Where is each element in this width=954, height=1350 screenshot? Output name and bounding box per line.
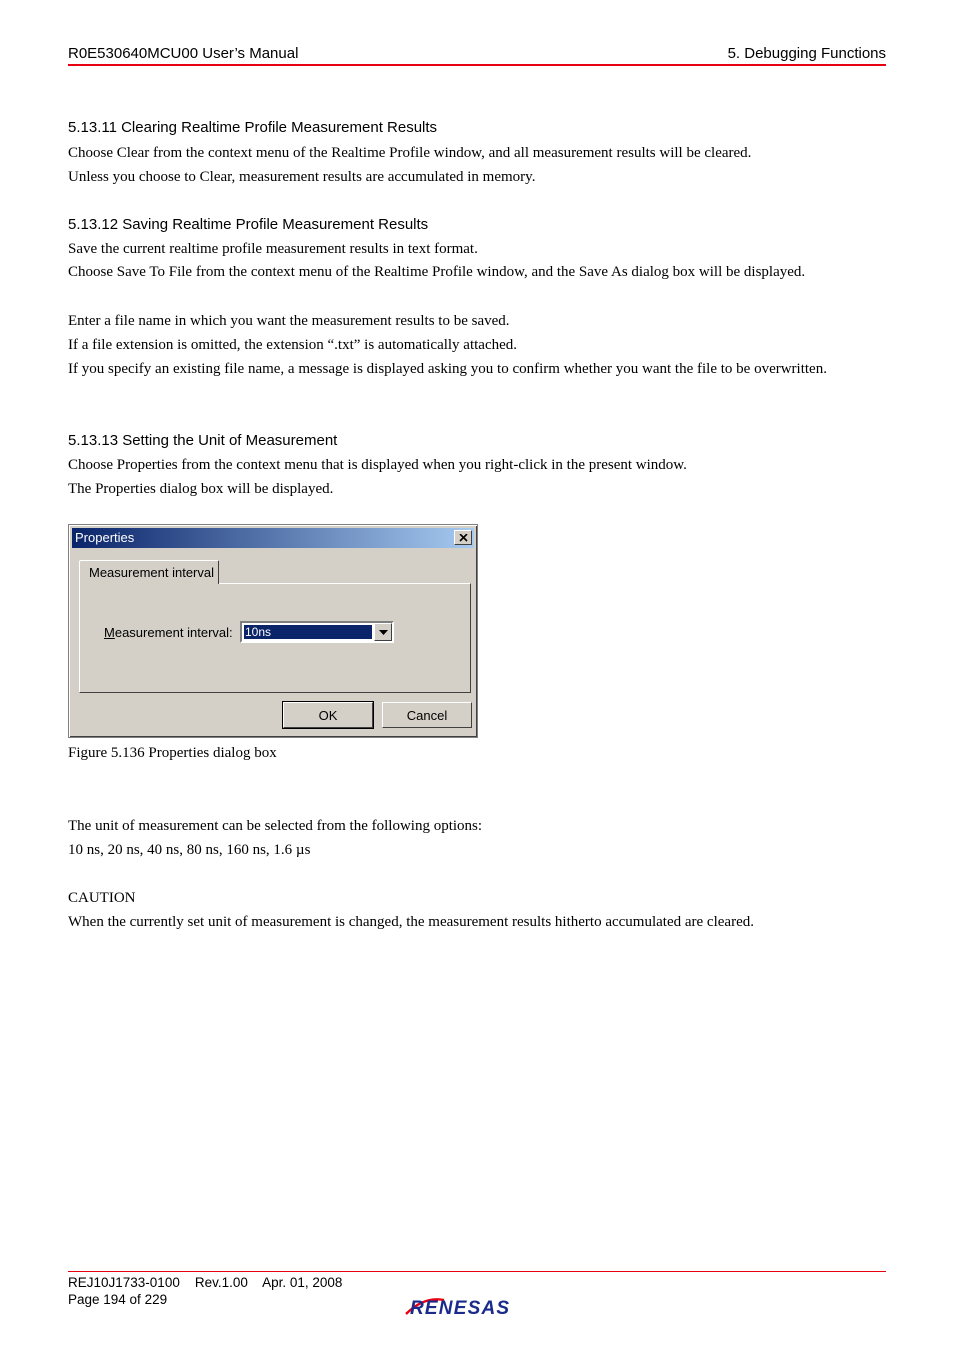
dialog-close-button[interactable] [454,530,472,545]
properties-dialog [68,524,478,738]
dialog-titlebar[interactable] [72,528,474,548]
cancel-button[interactable]: Cancel [382,702,472,728]
paragraph-line: The Properties dialog box will be displayed. [68,481,334,497]
tab-label: Measurement interval [89,565,214,580]
header-manual-title: R0E530640MCU00 User’s Manual [68,45,299,62]
paragraph-line: Choose Properties from the context menu that is displayed when you right-click in the present window. [68,457,687,473]
ok-button[interactable]: OK [283,702,373,728]
close-icon [459,534,468,542]
header-rule [68,64,886,66]
footer-doc-info: REJ10J1733-0100 Rev.1.00 Apr. 01, 2008 [68,1275,343,1290]
dialog-title: Properties [75,530,135,545]
paragraph-line: Save the current realtime profile measurement results in text format. [68,241,478,257]
renesas-logo-icon [404,1294,554,1320]
measurement-interval-select[interactable] [240,621,394,643]
dropdown-button[interactable] [374,623,392,641]
paragraph-line: Enter a file name in which you want the measurement results to be saved. [68,313,510,329]
footer-page-number: Page 194 of 229 [68,1292,168,1307]
paragraph-line: If a file extension is omitted, the extension “.txt” is automatically attached. [68,337,518,353]
paragraph-line: Choose Save To File from the context menu of the Realtime Profile window, and the Save As dialog box will be displayed. [68,264,806,280]
label-rest: easurement interval: [114,625,233,640]
accelerator-letter: M [104,625,115,640]
figure-caption: Figure 5.136 Properties dialog box [68,745,277,761]
paragraph-line: Unless you choose to Clear, measurement results are accumulated in memory. [68,169,536,185]
footer-rule [68,1271,886,1272]
section-heading-unit: 5.13.13 Setting the Unit of Measurement [68,432,338,449]
unit-options: 10 ns, 20 ns, 40 ns, 80 ns, 160 ns, 1.6 µs [68,842,311,858]
logo-text: RENESAS [410,1298,511,1319]
measurement-interval-label [104,625,233,640]
tab-measurement-interval[interactable] [79,560,219,584]
paragraph-line: The unit of measurement can be selected from the following options: [68,818,483,834]
caution-title: CAUTION [68,890,136,906]
chevron-down-icon [379,630,388,635]
header-chapter-title: 5. Debugging Functions [727,45,886,62]
renesas-logo [404,1294,554,1320]
section-heading-clearing: 5.13.11 Clearing Realtime Profile Measurement Results [68,119,438,136]
caution-text: When the currently set unit of measurement is changed, the measurement results hitherto accumulated are cleared. [68,914,754,930]
selected-interval-value: 10ns [244,625,372,639]
section-heading-saving: 5.13.12 Saving Realtime Profile Measurement Results [68,216,429,233]
paragraph-line: Choose Clear from the context menu of the Realtime Profile window, and all measurement results will be cleared. [68,145,752,161]
paragraph-line: If you specify an existing file name, a message is displayed asking you to confirm whether you want the file to be overwritten. [68,361,827,377]
